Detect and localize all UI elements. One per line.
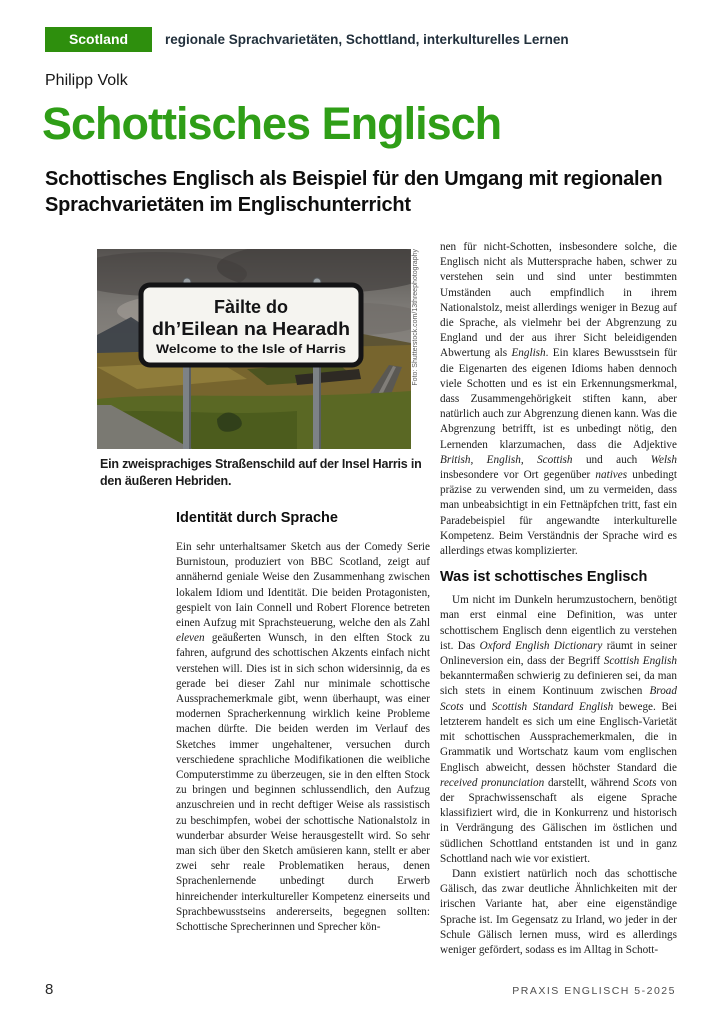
photo-caption: Ein zweisprachiges Straßenschild auf der Insel Harris in den äußeren Hebriden. [100, 457, 422, 488]
right-text-column [440, 240, 677, 958]
body-paragraph-left: Ein sehr unterhaltsamer Sketch aus der Comedy Serie Burnistoun, produziert von BBC Scotland, zeigt auf annähernd geniale Weise den Zusammenhang zwischen lokalem Idiom und Identität. Die beiden Protagonisten, gespielt von Iain Connell und Robert Florence betreten einen Aufzug mit Sprachsteuerung, welche den als Zahl eleven geäußerten Wunsch, in den elften Stock zu fahren, aufgrund des schottischen Akzents einfach nicht verstehen will. Dies ist in sich schon widersinnig, da es gerade bei dieser Zahl nur minimale schottische Aussprachemerkmale gibt, wenn überhaupt, was einer modernen Spracherkennung wirklich keine Probleme machen dürfte. Die beiden werden im Verlauf des Sketches immer ungehaltener, versuchen durch verschiedene sprachliche Modifikationen die weibliche Computerstimme zu überzeugen, sie in den elften Stock zu bringen und beginnen schlussendlich, den Aufzug anzuschreien und in recht deftiger Weise als rassistisch zu beschimpfen, wobei der schottische Nationalstolz in wunderbar absurder Weise herausgestellt wird. So sehr man sich über den Sketch amüsieren kann, stellt er aber zwei sehr reale Problematiken heraus, denen Sprachenlernende unbedingt durch Erwerb hinreichender interkultureller Kompetenz einerseits und Sprachbewusstseins andererseits, begegnen sollten: Schottische Sprecherinnen und Sprecher kön- [176, 541, 430, 934]
section-heading-was-ist-schottisches-englisch: Was ist schottisches Englisch [440, 569, 648, 586]
body-paragraph-right-2: Um nicht im Dunkeln herumzustochern, benötigt man erst einmal eine Definition, was unter schottischem Englisch denn eigentlich zu verstehen ist. Das Oxford English Dictionary räumt in seiner Onlineversion ein, dass der Begriff Scottish English bekanntermaßen schwierig zu definieren sei, da man sich stets in einem Kontinuum zwischen Broad Scots und Scottish Standard English bewege. Bei letzterem handelt es sich um eine Englisch-Varietät mit schottischen Aussprachemerkmalen, die in Grammatik und Wortschatz kaum vom englischen Englisch abweicht, dessen höchster Standard die received pronunciation darstellt, während Scots von der Sprachwissenschaft als eigene Sprache klassifiziert wird, die in Konkurrenz und historisch in Verdrängung des Gälischen im östlichen und südlichen Schottland entstanden ist und in ganz Schottland nach wie vor existiert. [440, 594, 678, 865]
section-heading-identitaet-durch-sprache: Identität durch Sprache [176, 510, 338, 526]
road-sign-gaelic-line2: dh’Eilean na Hearadh [152, 319, 350, 339]
article-subtitle: Schottisches Englisch als Beispiel für den Umgang mit regionalen Sprachvarietäten im Englischunterricht [45, 168, 663, 216]
landscape-photo-illustration [97, 249, 411, 449]
journal-name: PRAXIS ENGLISCH 5-2025 [512, 985, 676, 997]
road-sign-english-line: Welcome to the Isle of Harris [156, 344, 346, 356]
road-sign-gaelic-line1: Fàilte do [213, 297, 289, 317]
section-badge: Scotland [45, 27, 152, 52]
article-photo [97, 249, 411, 449]
page-number: 8 [45, 981, 54, 998]
left-text-column [176, 510, 430, 935]
article-title: Schottisches Englisch [42, 98, 502, 149]
body-paragraph-right-1: nen für nicht-Schotten, insbesondere solche, die Englisch nicht als Muttersprache haben, schwer zu verstehen sein und sind unter bestimmten Umständen auch empfindlich in ihrem Nationalstolz, meist allerdings weniger in Bezug auf die Sprache, als vielmehr bei der Abgrenzung zu England und der aus ihrer Sicht beleidigenden Abwertung als English. Ein klares Bewusstsein für die Eigenarten des eigenen Idioms haben dennoch viele Schotten und es ist ein Erkennungsmerkmal, dass Zusammengehörigkeit stiften kann, aber natürlich auch zur Abgrenzung dienen kann. Was die Abgrenzung betrifft, ist es unbedingt nötig, den Lernenden klarzumachen, dass die Adjektive British, English, Scottish und auch Welsh insbesondere vor Ort gegenüber natives unbedingt präzise zu verwenden sind, um zu vermeiden, dass man unbeabsichtigt in ein Fettnäpfchen tritt, fast ein Paradebeispiel für angewandte interkulturelle Kompetenz. Beim Verständnis der Sprache wird es allerdings etwas komplizierter. [440, 241, 677, 558]
author-name: Philipp Volk [45, 72, 128, 89]
keyword-list: regionale Sprachvarietäten, Schottland, interkulturelles Lernen [165, 32, 569, 47]
photo-credit: Foto: Shutterstock.com/13threephotography [412, 249, 419, 386]
body-paragraph-right-3: Dann existiert natürlich noch das schottische Gälisch, das zwar deutliche Ähnlichkeiten mit der irischen Variante hat, aber eine eigenständige Sprache ist. Im Gegensatz zu Irland, wo jeder in der Schule Gälisch lernen muss, wird es allerdings weniger gefördert, sodass es im Alltag in Schott- [440, 867, 677, 956]
